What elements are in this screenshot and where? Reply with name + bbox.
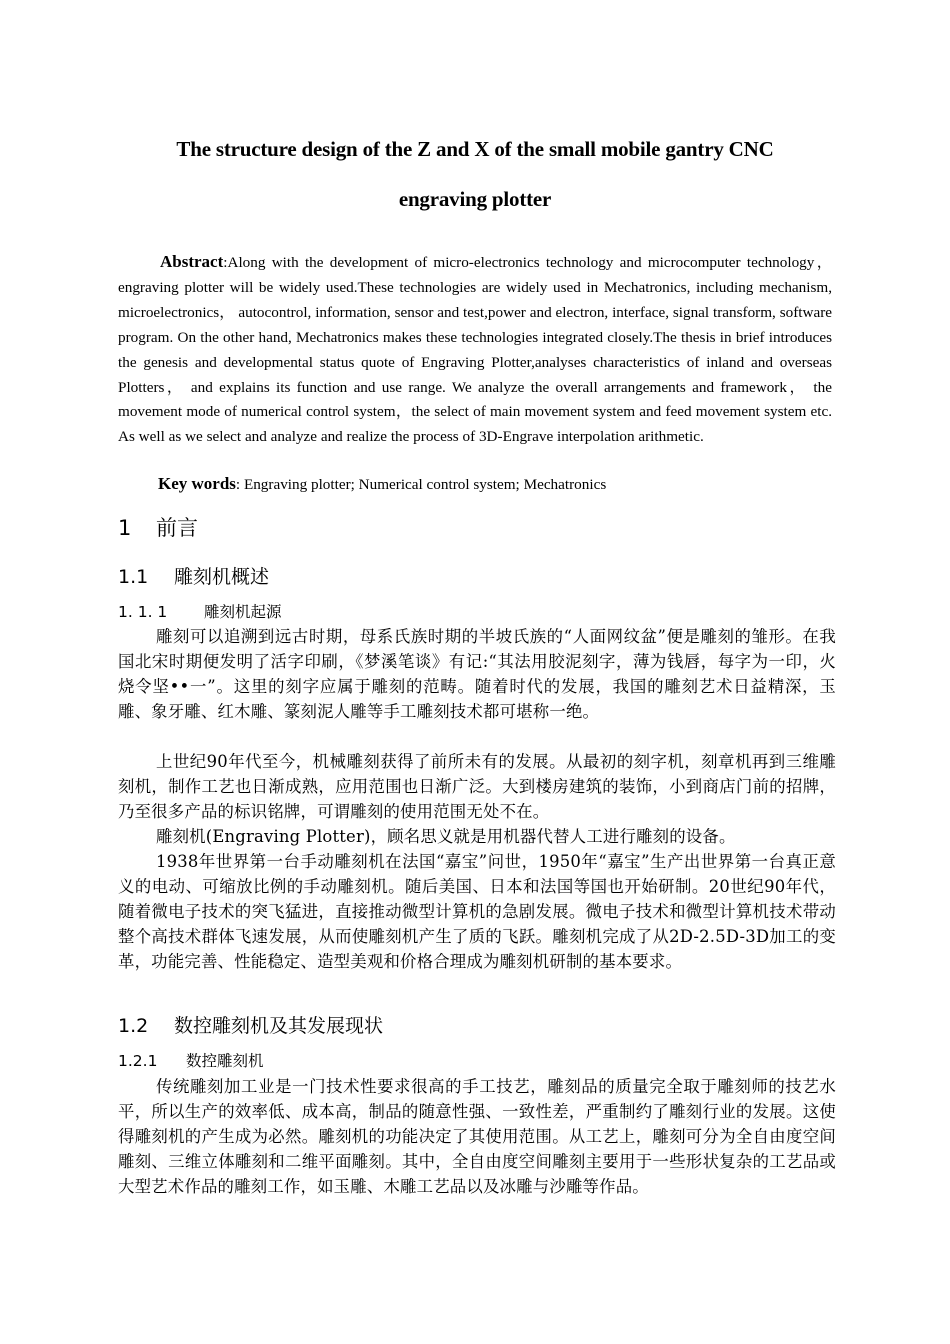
abstract-text: :Along with the development of micro-electronics technology and microcomputer technology，engraving plotter will be widely used.These technologies are widely used in Mechatronics, including mechanism, microelectronics， autocontrol, information, sensor and test,power and electron, interface, signal transform, software program. On the other hand, Mechatronics makes these technologies integrated closely.The thesis in brief introduces the genesis and developmental status quote of Engraving Plotter,analyses characteristics of inland and overseas Plotters， and explains its function and use range. We analyze the overall arrangements and framework， the movement mode of numerical control system，the select of main movement system and feed movement system etc. As well as we select and analyze and realize the process of 3D-Engrave interpolation arithmetic. [118,254,832,446]
heading-number: 1 [118,516,132,540]
abstract-paragraph [118,250,832,450]
heading-section-1-2 [118,1011,383,1038]
body-paragraph: 传统雕刻加工业是一门技术性要求很高的手工技艺，雕刻品的质量完全取于雕刻师的技艺水平，所以生产的效率低、成本高，制品的随意性强、一致性差，严重制约了雕刻行业的发展。这使得雕刻机的产生成为必然。雕刻机的功能决定了其使用范围。从工艺上，雕刻可分为全自由度空间雕刻、三维立体雕刻和二维平面雕刻。其中，全自由度空间雕刻主要用于一些形状复杂的工艺品或大型艺术作品的雕刻工作，如玉雕、木雕工艺品以及冰雕与沙雕等作品。 [118,1077,836,1197]
body-paragraph: 雕刻可以追溯到远古时期，母系氏族时期的半坡氏族的“人面网纹盆”便是雕刻的雏形。在我国北宋时期便发明了活字印刷，《梦溪笔谈》有记:“其法用胶泥刻字，薄为钱唇，每字为一印，火烧令坚••一”。这里的刻字应属于雕刻的范畴。随着时代的发展，我国的雕刻艺术日益精深，玉雕、象牙雕、红木雕、篆刻泥人雕等手工雕刻技术都可堪称一绝。 [118,627,836,722]
keywords-line [158,474,606,494]
heading-number: 1.2 [118,1015,149,1037]
paper-title-line-1: The structure design of the Z and X of the small mobile gantry CNC [176,137,774,161]
keywords-label: Key words [158,474,236,493]
body-paragraph: 雕刻机(Engraving Plotter)，顾名思义就是用机器代替人工进行雕刻的设备。 [156,827,736,846]
heading-title: 数控雕刻机及其发展现状 [174,1015,384,1037]
abstract-label: Abstract [160,252,224,271]
heading-number: 1.1 [118,566,149,588]
keywords-text: : Engraving plotter; Numerical control system; Mechatronics [235,476,607,493]
heading-number: 1.2.1 [118,1052,158,1070]
heading-title: 雕刻机起源 [204,603,282,621]
paper-title-line-2: engraving plotter [398,187,552,211]
body-paragraph: 上世纪90年代至今，机械雕刻获得了前所未有的发展。从最初的刻字机，刻章机再到三维雕刻机，制作工艺也日渐成熟，应用范围也日渐广泛。大到楼房建筑的装饰，小到商店门前的招牌，乃至很多产品的标识铭牌，可谓雕刻的使用范围无处不在。 [118,752,836,822]
heading-title: 数控雕刻机 [186,1052,264,1070]
heading-title: 前言 [156,516,198,540]
heading-section-1 [118,512,198,542]
heading-section-1-1 [118,562,269,589]
heading-number: 1. 1. 1 [118,603,168,621]
body-paragraph: 1938年世界第一台手动雕刻机在法国“嘉宝”问世，1950年“嘉宝”生产出世界第一台真正意义的电动、可缩放比例的手动雕刻机。随后美国、日本和法国等国也开始研制。20世纪90年代，随着微电子技术的突飞猛进，直接推动微型计算机的急剧发展。微电子技术和微型计算机技术带动整个高技术群体飞速发展，从而使雕刻机产生了质的飞跃。雕刻机完成了从2D-2.5D-3D加工的变革，功能完善、性能稳定、造型美观和价格合理成为雕刻机研制的基本要求。 [118,852,836,972]
heading-title: 雕刻机概述 [174,566,270,588]
heading-section-1-2-1 [118,1049,264,1071]
heading-section-1-1-1 [118,600,282,622]
